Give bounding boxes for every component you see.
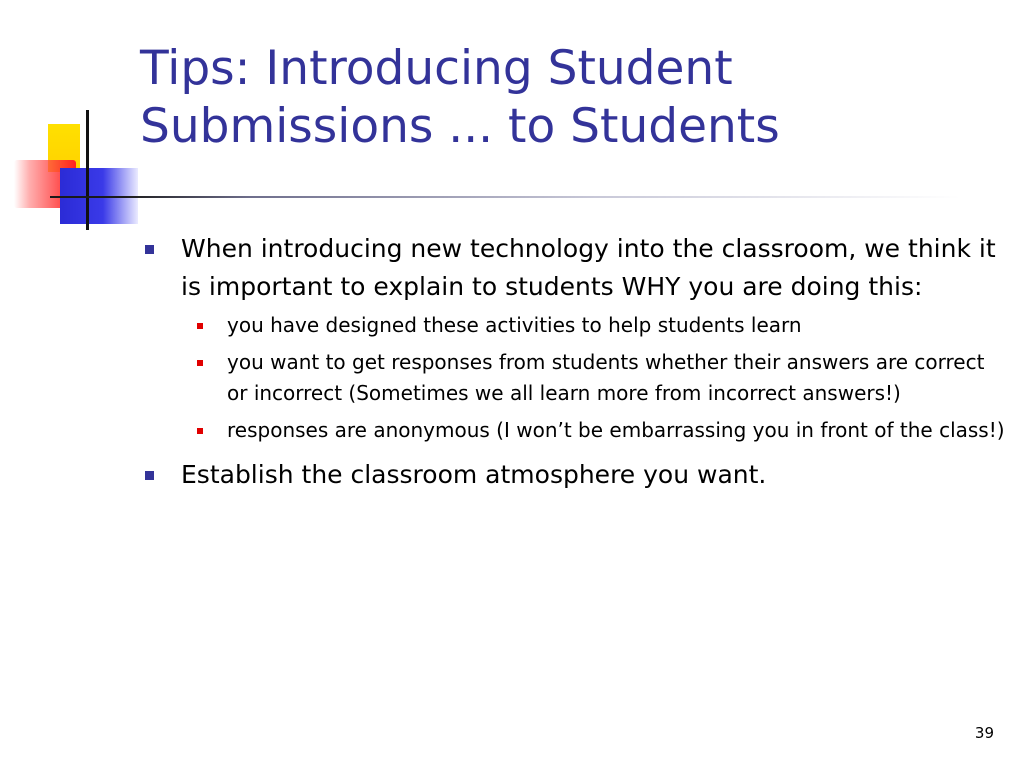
- sub-bullet-text: you have designed these activities to help students learn: [227, 313, 802, 337]
- bullet-item: [145, 456, 1005, 494]
- small-square-bullet-icon: [197, 428, 203, 434]
- square-bullet-icon: [145, 245, 154, 254]
- square-bullet-icon: [145, 471, 154, 480]
- bullet-text: When introducing new technology into the classroom, we think it is important to explain to students WHY you are doing this:: [181, 234, 996, 301]
- sub-bullet-item: [181, 347, 1005, 409]
- slide-title: Tips: Introducing Student Submissions ... to Students: [140, 41, 780, 154]
- small-square-bullet-icon: [197, 323, 203, 329]
- bullet-item: [145, 230, 1005, 446]
- title-underline-rule: [50, 196, 960, 198]
- small-square-bullet-icon: [197, 360, 203, 366]
- sub-bullet-item: [181, 415, 1005, 446]
- sub-bullet-item: [181, 310, 1005, 341]
- bullet-list: [145, 230, 1005, 496]
- sub-bullet-list: [181, 310, 1005, 446]
- corner-decoration: [0, 0, 150, 240]
- sub-bullet-text: you want to get responses from students whether their answers are correct or incorrect (Sometimes we all learn more from incorrect answers!): [227, 350, 985, 405]
- page-number: 39: [974, 724, 994, 742]
- sub-bullet-text: responses are anonymous (I won’t be embarrassing you in front of the class!): [227, 418, 1005, 442]
- bullet-text: Establish the classroom atmosphere you want.: [181, 460, 767, 489]
- vertical-rule-decoration: [86, 110, 89, 230]
